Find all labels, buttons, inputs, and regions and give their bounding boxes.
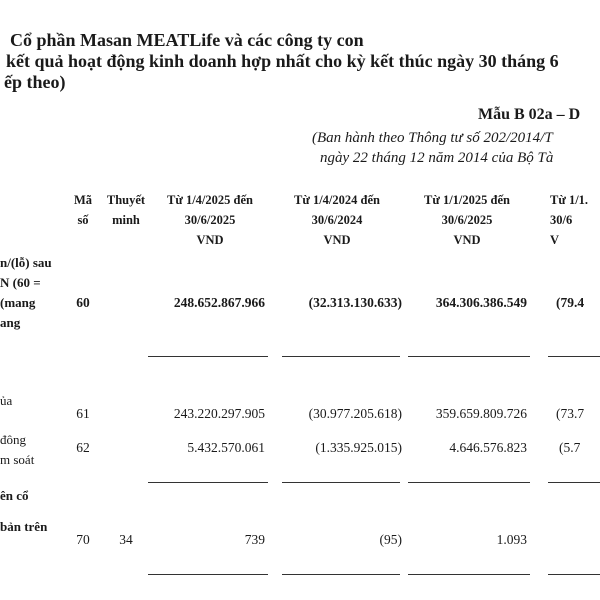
row-60-h1-2024: (79.4: [556, 295, 585, 310]
eps-section-label: ên cổ: [0, 488, 29, 503]
row-62-h1-2024: (5.7: [559, 440, 581, 455]
row-70-q2-2024: (95): [379, 532, 402, 547]
row-62-label: đông m soát: [0, 432, 35, 467]
underline-row-70-col3: [408, 574, 530, 575]
underline-row-62-col4: [548, 482, 600, 483]
underline-row-62-col1: [148, 482, 268, 483]
column-header-q2-2024: Từ 1/4/2024 đến 30/6/2024 VND: [294, 193, 380, 247]
row-62-code: 62: [76, 440, 90, 455]
row-70-q2-2025: 739: [244, 532, 265, 547]
form-number: Mẫu B 02a – D: [478, 106, 581, 123]
company-name: Cổ phần Masan MEATLife và các công ty con: [10, 30, 364, 50]
row-70-label: bản trên: [0, 519, 48, 534]
column-header-note: Thuyết minh: [106, 193, 146, 227]
row-60-q2-2025: 248.652.867.966: [173, 295, 265, 310]
underline-row-62-col2: [282, 482, 400, 483]
underline-row-70-col1: [148, 574, 268, 575]
issued-by-line2: ngày 22 tháng 12 năm 2014 của Bộ Tà: [320, 150, 554, 166]
row-62-q2-2025: 5.432.570.061: [187, 440, 265, 455]
issued-by-line1: (Ban hành theo Thông tư số 202/2014/T: [312, 130, 553, 146]
underline-row-60-col1: [148, 356, 268, 357]
row-70-note: 34: [119, 532, 133, 547]
row-60-q2-2024: (32.313.130.633): [308, 295, 402, 310]
row-62-h1-2025: 4.646.576.823: [449, 440, 527, 455]
row-60-label: n/(lỗ) sau N (60 = (mang ang: [0, 255, 52, 330]
row-60-h1-2025: 364.306.386.549: [435, 295, 527, 310]
column-header-code: Mã số: [73, 193, 93, 227]
row-61-h1-2025: 359.659.809.726: [435, 406, 527, 421]
row-61-h1-2024: (73.7: [556, 406, 585, 421]
column-header-h1-2024: Từ 1/1. 30/6 V: [550, 193, 589, 247]
row-70-code: 70: [76, 532, 90, 547]
underline-row-60-col4: [548, 356, 600, 357]
underline-row-70-col2: [282, 574, 400, 575]
row-60-code: 60: [76, 295, 90, 310]
row-70-h1-2025: 1.093: [496, 532, 527, 547]
statement-continued: ếp theo): [4, 72, 66, 92]
row-61-q2-2025: 243.220.297.905: [173, 406, 265, 421]
statement-title: kết quả hoạt động kinh doanh hợp nhất cho kỳ kết thúc ngày 30 tháng 6: [6, 51, 559, 71]
underline-row-62-col3: [408, 482, 530, 483]
row-61-q2-2024: (30.977.205.618): [308, 406, 402, 421]
underline-row-60-col2: [282, 356, 400, 357]
row-61-label: ủa: [0, 393, 13, 408]
underline-row-70-col4: [548, 574, 600, 575]
column-header-q2-2025: Từ 1/4/2025 đến 30/6/2025 VND: [167, 193, 253, 247]
column-header-h1-2025: Từ 1/1/2025 đến 30/6/2025 VND: [424, 193, 510, 247]
row-62-q2-2024: (1.335.925.015): [315, 440, 402, 455]
row-61-code: 61: [76, 406, 90, 421]
underline-row-60-col3: [408, 356, 530, 357]
